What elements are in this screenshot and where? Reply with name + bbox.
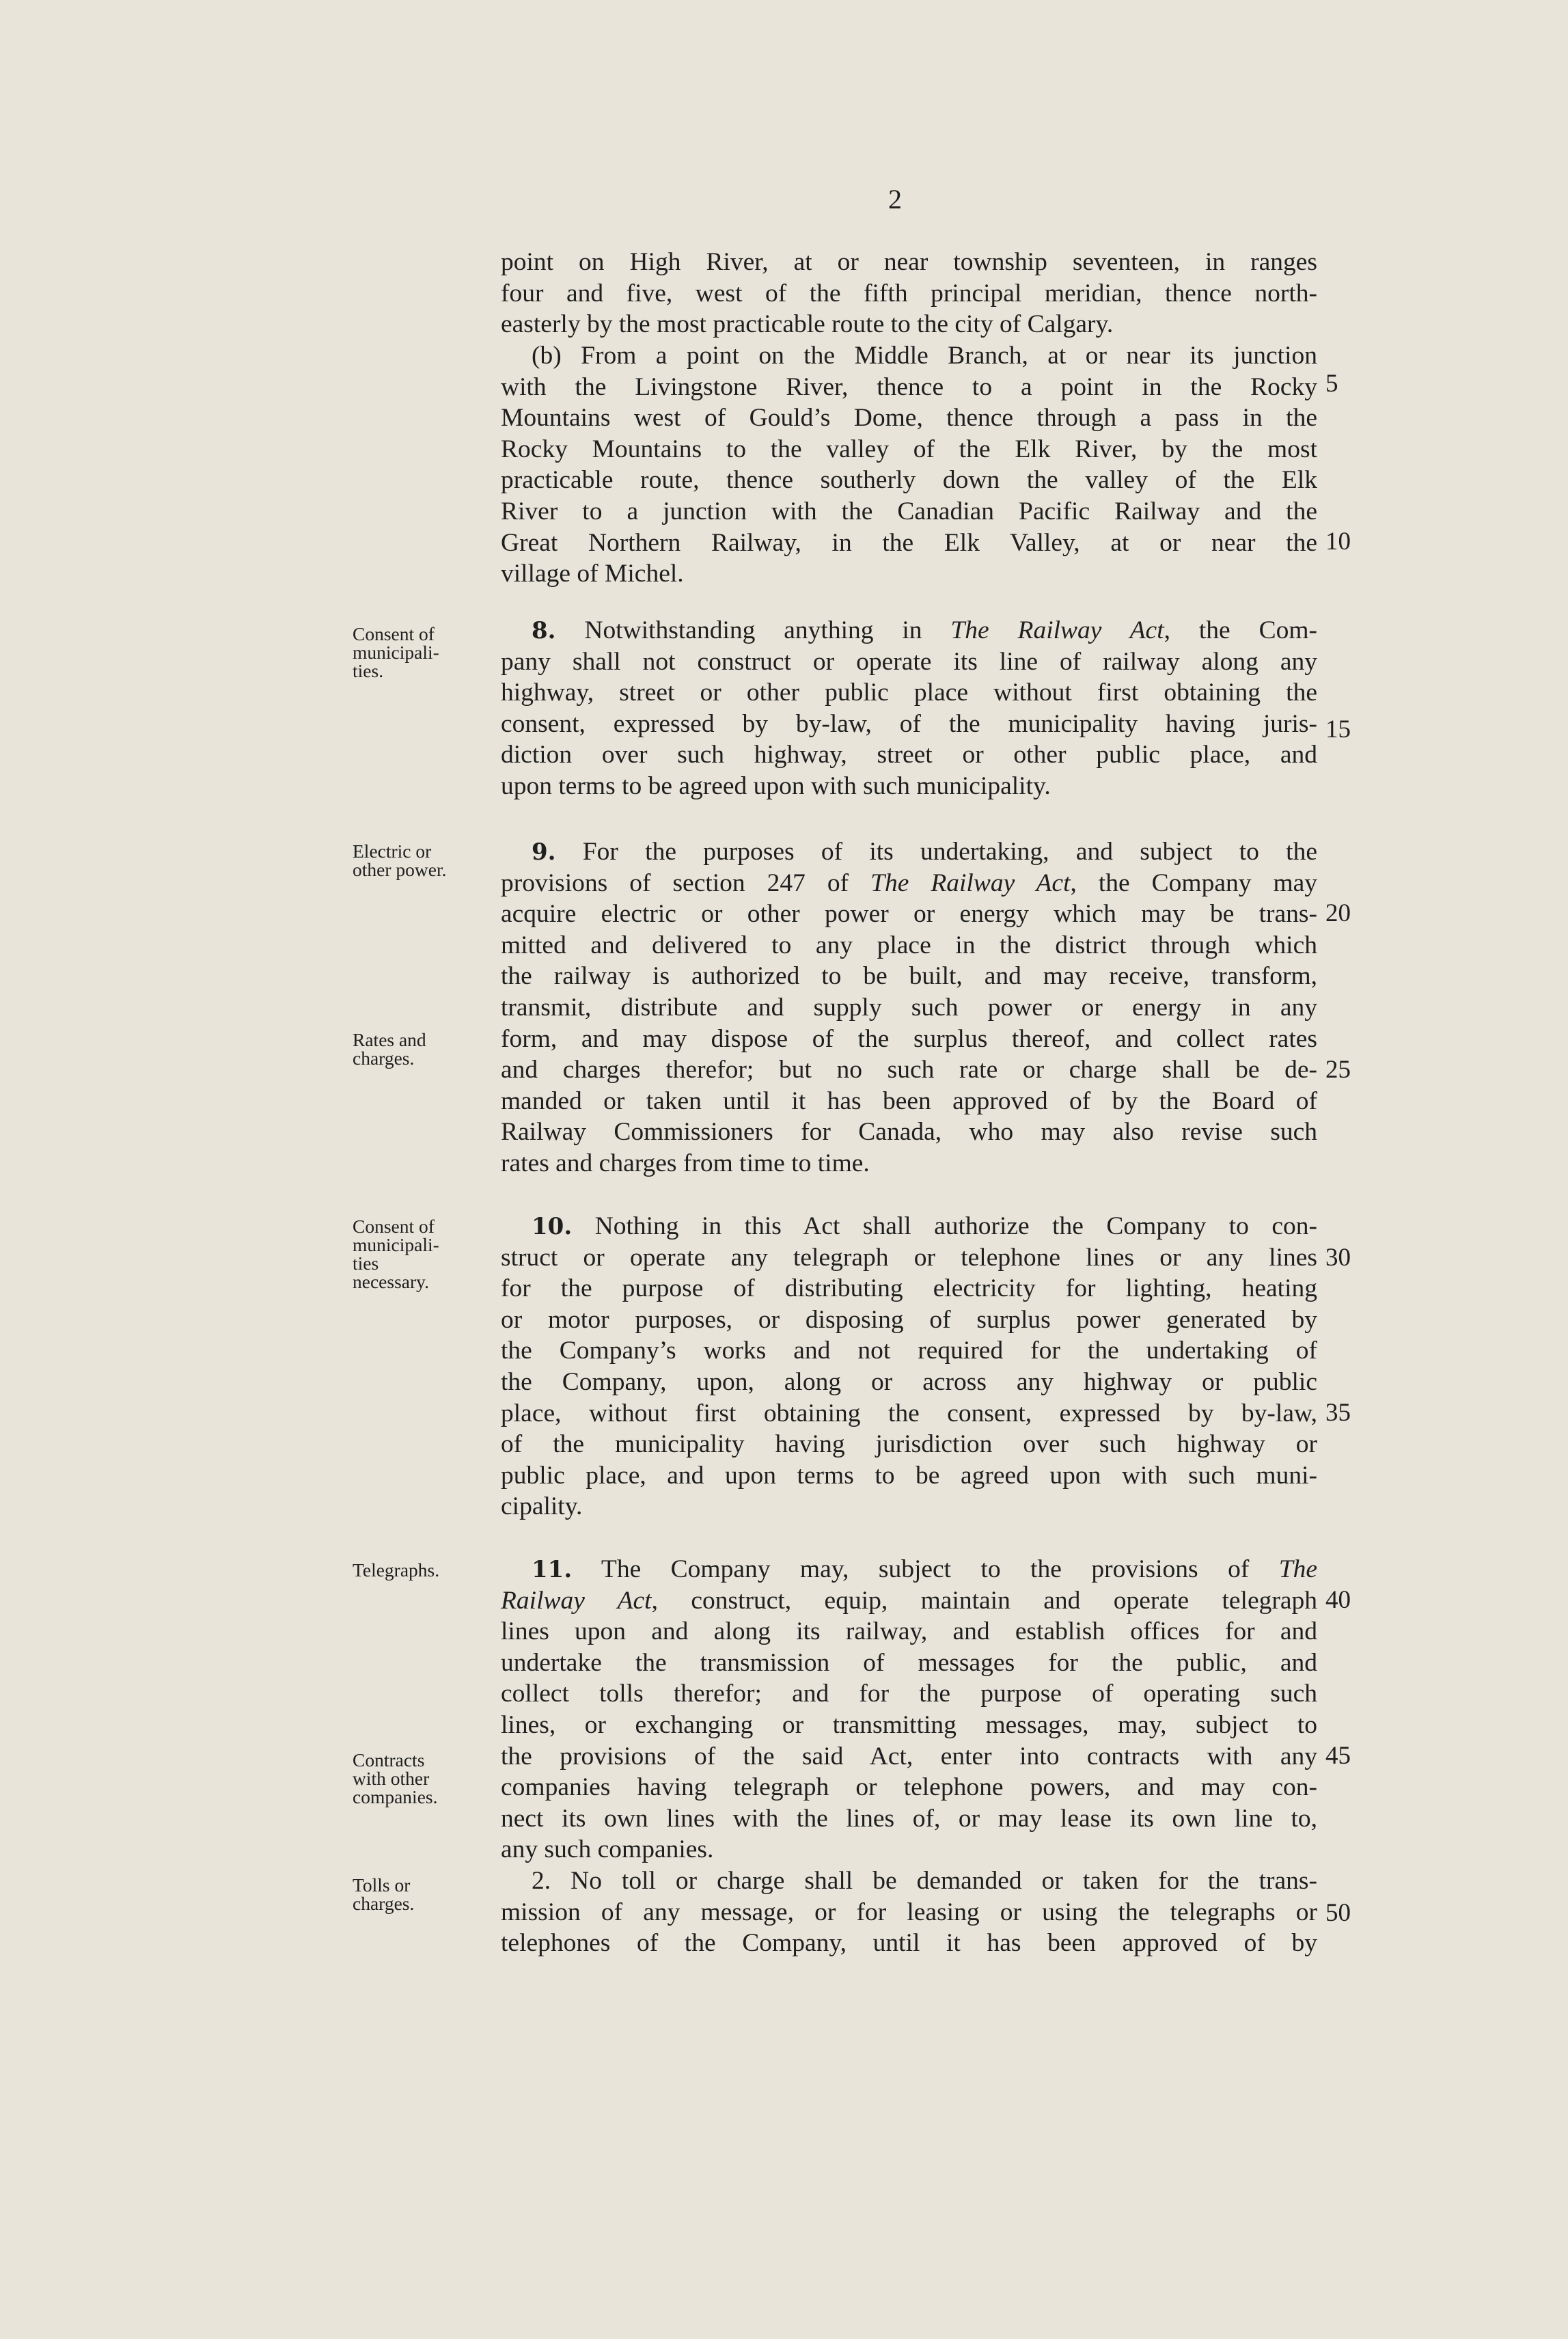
text-line: lines, or exchanging or transmitting messages, may, subject to [501, 1710, 1317, 1739]
text-line: nect its own lines with the lines of, or may lease its own line to, [501, 1804, 1317, 1833]
text-line: mission of any message, or for leasing or using the telegraphs or [501, 1898, 1317, 1926]
text-line: the provisions of the said Act, enter into contracts with any [501, 1742, 1317, 1770]
text-line: four and five, west of the fifth principal meridian, thence north- [501, 279, 1317, 307]
text-line: acquire electric or other power or energy which may be trans- [501, 900, 1317, 929]
line-number: 40 [1325, 1586, 1351, 1614]
line-number: 20 [1325, 899, 1351, 927]
margin-note-line: ties. [353, 660, 384, 681]
margin-note-electric-power [353, 842, 476, 879]
section-11 [501, 1554, 1317, 1959]
text-line: consent, expressed by by-law, of the municipality having juris- [501, 709, 1317, 738]
text-line: (b) From a point on the Middle Branch, at or near its junction [532, 342, 1317, 370]
text-line: any such companies. [501, 1835, 714, 1864]
clause-b [501, 340, 1317, 590]
text-line: collect tolls therefor; and for the purpose of operating such [501, 1680, 1317, 1708]
text-line: Rocky Mountains to the valley of the Elk River, by the most [501, 435, 1317, 463]
section-number: 9. [532, 838, 556, 866]
text-line [501, 1554, 1317, 1585]
text-line: Railway Commissioners for Canada, who may also revise such [501, 1118, 1317, 1147]
section-8 [501, 615, 1317, 802]
text-line: the Company’s works and not required for the undertaking of [501, 1337, 1317, 1365]
margin-note-line: Rates and [353, 1029, 426, 1050]
margin-note-line: charges. [353, 1893, 415, 1914]
act-title: The Railway Act [950, 616, 1164, 644]
text-line: the railway is authorized to be built, and may receive, transform, [501, 962, 1317, 991]
text-line: or motor purposes, or disposing of surplus power generated by [501, 1305, 1317, 1334]
text-line [501, 1211, 1317, 1242]
text-line: rates and charges from time to time. [501, 1149, 870, 1177]
margin-note-line: necessary. [353, 1271, 429, 1292]
line-number: 35 [1325, 1399, 1351, 1427]
text-line: highway, street or other public place without first obtaining the [501, 679, 1317, 707]
text-run: , construct, equip, maintain and operate telegraph [651, 1586, 1317, 1615]
text-line: manded or taken until it has been approved of by the Board of [501, 1086, 1317, 1115]
text-line: telephones of the Company, until it has been approved of by [501, 1929, 1317, 1958]
margin-note-line: with other [353, 1768, 430, 1789]
text-line: Great Northern Railway, in the Elk Valley, at or near the [501, 528, 1317, 557]
text-line: form, and may dispose of the surplus thereof, and collect rates [501, 1024, 1317, 1053]
text-run: , the Com- [1164, 616, 1317, 644]
margin-note-line: companies. [353, 1786, 438, 1807]
margin-note-rates-charges [353, 1030, 476, 1067]
section-number: 11. [532, 1556, 573, 1583]
margin-note-line: municipali- [353, 642, 439, 663]
margin-note-line: charges. [353, 1048, 415, 1069]
page-number: 2 [888, 184, 902, 215]
margin-note-line: Contracts [353, 1749, 425, 1770]
text-line: upon terms to be agreed upon with such municipality. [501, 771, 1051, 800]
text-line: diction over such highway, street or other public place, and [501, 741, 1317, 769]
margin-note-line: Telegraphs. [353, 1559, 440, 1581]
text-line: cipality. [501, 1492, 583, 1521]
line-number: 30 [1325, 1244, 1351, 1272]
section-number: 10. [532, 1213, 573, 1240]
clause-a-continuation [501, 247, 1317, 340]
section-number: 8. [532, 617, 556, 644]
text-line [501, 868, 1317, 899]
text-line [501, 615, 1317, 646]
margin-note-contracts [353, 1751, 476, 1806]
margin-note-line: Consent of [353, 623, 435, 644]
text-run: For the purposes of its undertaking, and subject to the [555, 838, 1317, 866]
margin-note-telegraphs [353, 1561, 476, 1579]
margin-note-consent-municipalities [353, 625, 476, 680]
line-number: 45 [1325, 1742, 1351, 1770]
text-line: undertake the transmission of messages for the public, and [501, 1648, 1317, 1677]
text-line: companies having telegraph or telephone powers, and may con- [501, 1773, 1317, 1802]
text-line: struct or operate any telegraph or telephone lines or any lines [501, 1243, 1317, 1272]
text-line: easterly by the most practicable route to the city of Calgary. [501, 310, 1114, 339]
section-10 [501, 1211, 1317, 1522]
text-line: and charges therefor; but no such rate or charge shall be de- [501, 1056, 1317, 1084]
margin-note-line: Tolls or [353, 1874, 411, 1896]
text-run: , the Company may [1070, 868, 1318, 897]
line-number: 5 [1325, 370, 1338, 398]
act-title: The [1278, 1555, 1317, 1583]
text-line: pany shall not construct or operate its line of railway along any [501, 647, 1317, 676]
text-line: village of Michel. [501, 560, 684, 588]
margin-note-line: other power. [353, 859, 447, 880]
text-line: mitted and delivered to any place in the district through which [501, 931, 1317, 959]
margin-note-line: municipali- [353, 1234, 439, 1255]
line-number: 15 [1325, 715, 1351, 743]
text-line: of the municipality having jurisdiction over such highway or [501, 1430, 1317, 1459]
line-number: 10 [1325, 528, 1351, 556]
act-title: Railway Act [501, 1586, 652, 1615]
text-line: lines upon and along its railway, and establish offices for and [501, 1617, 1317, 1646]
text-line: practicable route, thence southerly down the valley of the Elk [501, 466, 1317, 495]
text-line: public place, and upon terms to be agreed upon with such muni- [501, 1461, 1317, 1490]
line-number: 50 [1325, 1899, 1351, 1927]
text-line: point on High River, at or near township seventeen, in ranges [501, 248, 1317, 276]
margin-note-consent-necessary [353, 1217, 476, 1291]
text-run: Nothing in this Act shall authorize the Company to con- [572, 1212, 1317, 1240]
text-line: River to a junction with the Canadian Pacific Railway and the [501, 497, 1317, 525]
text-line: with the Livingstone River, thence to a point in the Rocky [501, 372, 1317, 401]
text-line: the Company, upon, along or across any highway or public [501, 1367, 1317, 1396]
text-line: place, without first obtaining the consent, expressed by by-law, [501, 1399, 1317, 1427]
text-line [501, 1585, 1317, 1617]
margin-note-line: ties [353, 1253, 379, 1274]
text-run: provisions of section 247 of [501, 868, 871, 897]
text-line: for the purpose of distributing electricity for lighting, heating [501, 1274, 1317, 1303]
text-line [501, 836, 1317, 868]
line-number: 25 [1325, 1056, 1351, 1084]
margin-note-line: Consent of [353, 1216, 435, 1237]
text-run: Notwithstanding anything in [555, 616, 951, 644]
text-line: Mountains west of Gould’s Dome, thence through a pass in the [501, 404, 1317, 433]
margin-note-line: Electric or [353, 840, 432, 862]
text-line: 2. No toll or charge shall be demanded or taken for the trans- [532, 1866, 1317, 1895]
text-line: transmit, distribute and supply such power or energy in any [501, 993, 1317, 1022]
section-9 [501, 836, 1317, 1179]
text-run: The Company may, subject to the provisions of [572, 1555, 1279, 1583]
act-title: The Railway Act [870, 868, 1071, 897]
margin-note-tolls [353, 1876, 476, 1913]
